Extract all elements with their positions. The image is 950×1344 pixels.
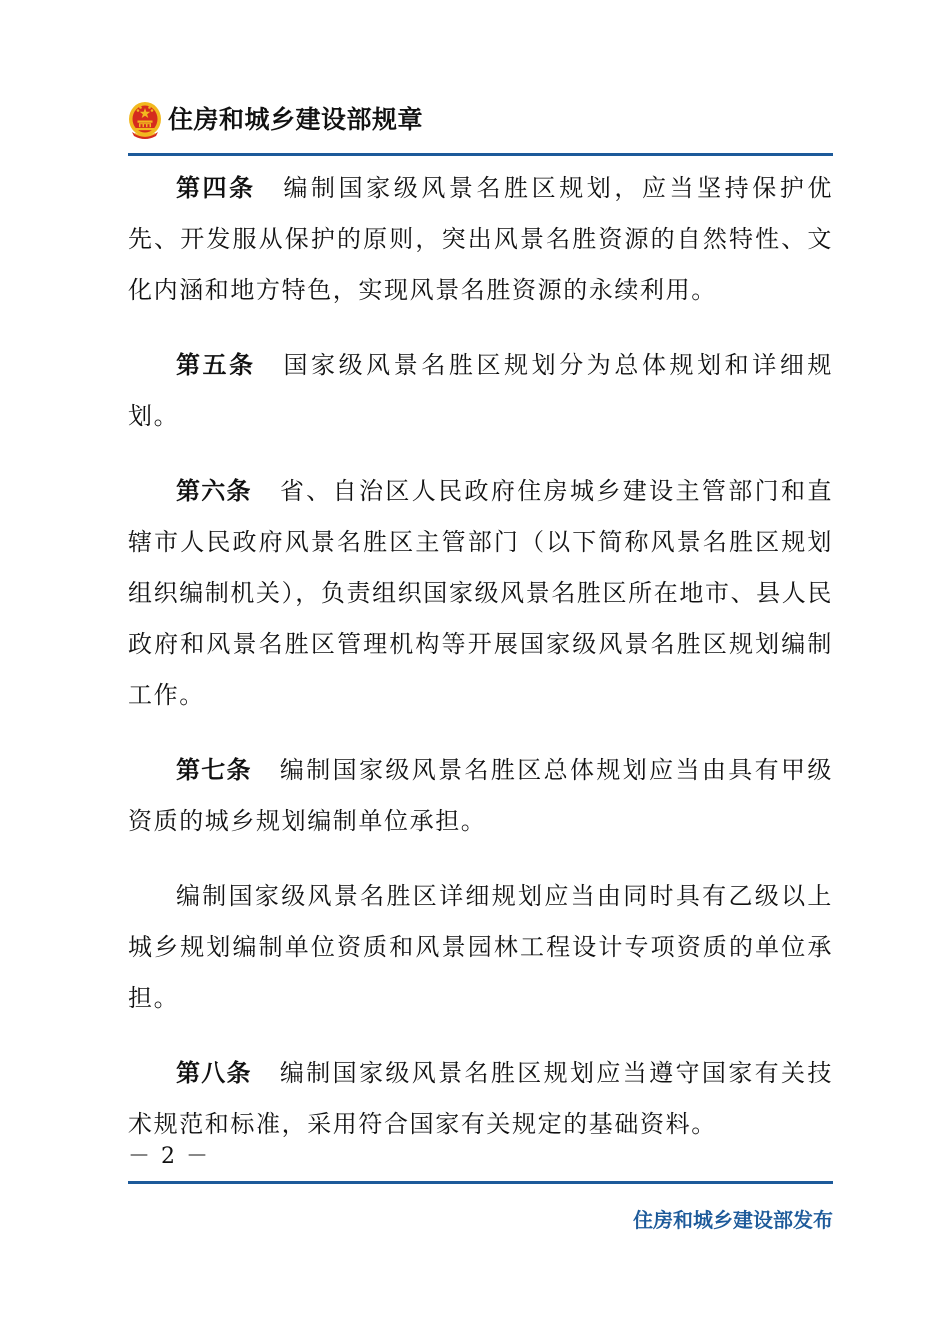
paragraph-text: 编制国家级风景名胜区详细规划应当由同时具有乙级以上城乡规划编制单位资质和风景园林工程设计专项资质的单位承担。 [128, 882, 833, 1012]
article-number: 第四条 [176, 174, 256, 202]
header-title: 住房和城乡建设部规章 [168, 105, 424, 134]
article-paragraph [128, 745, 833, 847]
article-paragraph [128, 466, 833, 721]
article-number: 第五条 [176, 351, 256, 379]
page-header [128, 98, 833, 148]
header-rule [128, 153, 833, 156]
article-paragraph [128, 340, 833, 442]
national-emblem-icon [128, 100, 162, 140]
article-text: 编制国家级风景名胜区规划，应当坚持保护优先、开发服从保护的原则，突出风景名胜资源的自然特性、文化内涵和地方特色，实现风景名胜资源的永续利用。 [128, 174, 834, 304]
article-paragraph [128, 163, 833, 316]
article-text: 编制国家级风景名胜区总体规划应当由具有甲级资质的城乡规划编制单位承担。 [128, 756, 833, 835]
continuation-paragraph [128, 871, 833, 1024]
article-text: 国家级风景名胜区规划分为总体规划和详细规划。 [128, 351, 834, 430]
article-number: 第六条 [176, 477, 252, 505]
footer-rule [128, 1181, 833, 1184]
article-text: 编制国家级风景名胜区规划应当遵守国家有关技术规范和标准，采用符合国家有关规定的基础资料。 [128, 1059, 833, 1138]
article-number: 第八条 [176, 1059, 252, 1087]
document-body [128, 163, 833, 1174]
page-number: － 2 － [128, 1144, 210, 1169]
article-text: 省、自治区人民政府住房城乡建设主管部门和直辖市人民政府风景名胜区主管部门（以下简称风景名胜区规划组织编制机关），负责组织国家级风景名胜区所在地市、县人民政府和风景名胜区管理机构等开展国家级风景名胜区规划编制工作。 [128, 477, 833, 709]
article-paragraph [128, 1048, 833, 1150]
footer-publisher: 住房和城乡建设部发布 [633, 1208, 833, 1232]
article-number: 第七条 [176, 756, 252, 784]
